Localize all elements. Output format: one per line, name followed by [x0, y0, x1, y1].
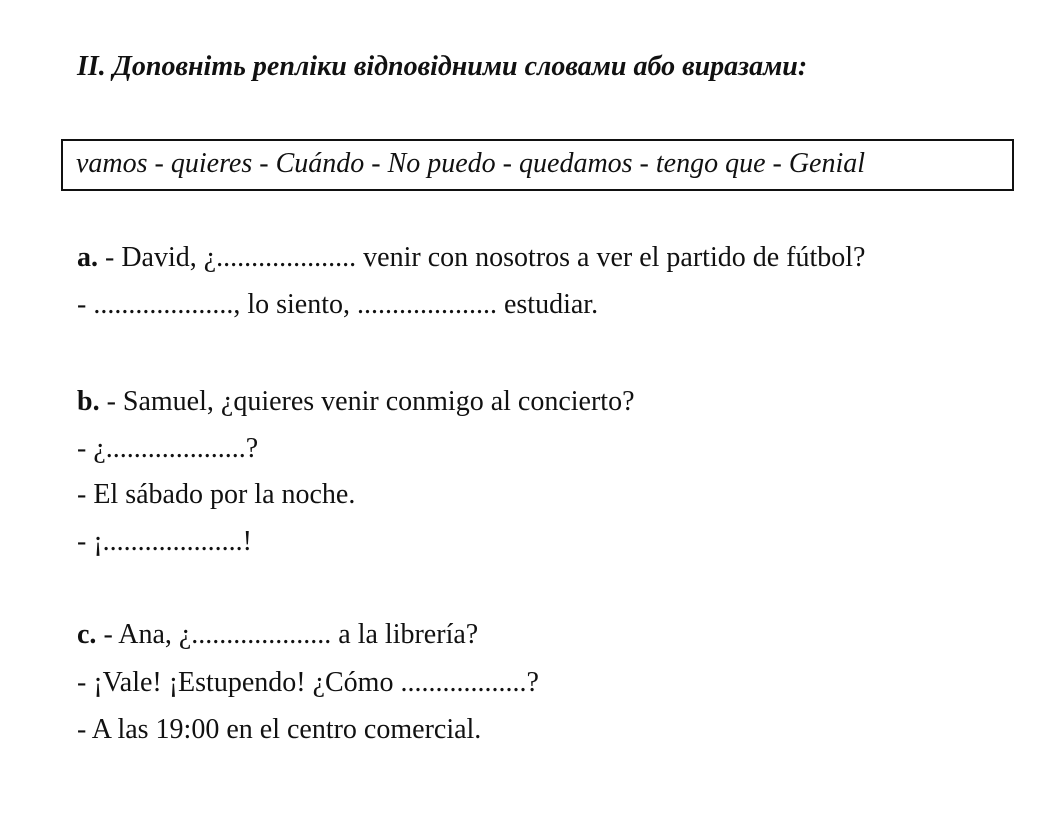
exercise-c-label: c.	[77, 619, 97, 650]
exercise-c-line-3: - A las 19:00 en el centro comercial.	[77, 714, 482, 745]
exercise-b-line-4: - ¡....................!	[77, 526, 252, 557]
exercise-a-line-1	[77, 241, 865, 275]
exercise-b-text-1: - Samuel, ¿quieres venir conmigo al concierto?	[99, 386, 635, 417]
exercise-c-line-2: - ¡Vale! ¡Estupendo! ¿Cómo ..................?	[77, 667, 539, 698]
exercise-b-label: b.	[77, 386, 100, 417]
exercise-c-line-1	[77, 618, 478, 652]
exercise-b-line-1	[77, 385, 635, 419]
exercise-a-text-1: - David, ¿.................... venir con nosotros a ver el partido de fútbol?	[98, 242, 866, 273]
exercise-heading: ІІ. Доповніть репліки відповідними словами або виразами:	[77, 51, 808, 82]
word-bank-text: vamos - quieres - Cuándo - No puedo - quedamos - tengo que - Genial	[76, 148, 866, 179]
word-bank-box	[61, 139, 1014, 191]
exercise-a-label: a.	[77, 242, 98, 273]
exercise-a-line-2: - ...................., lo siento, .................... estudiar.	[77, 289, 599, 320]
exercise-b-line-3: - El sábado por la noche.	[77, 479, 356, 510]
exercise-b-line-2: - ¿....................?	[77, 433, 259, 464]
exercise-c-text-1: - Ana, ¿.................... a la librería?	[96, 619, 479, 650]
